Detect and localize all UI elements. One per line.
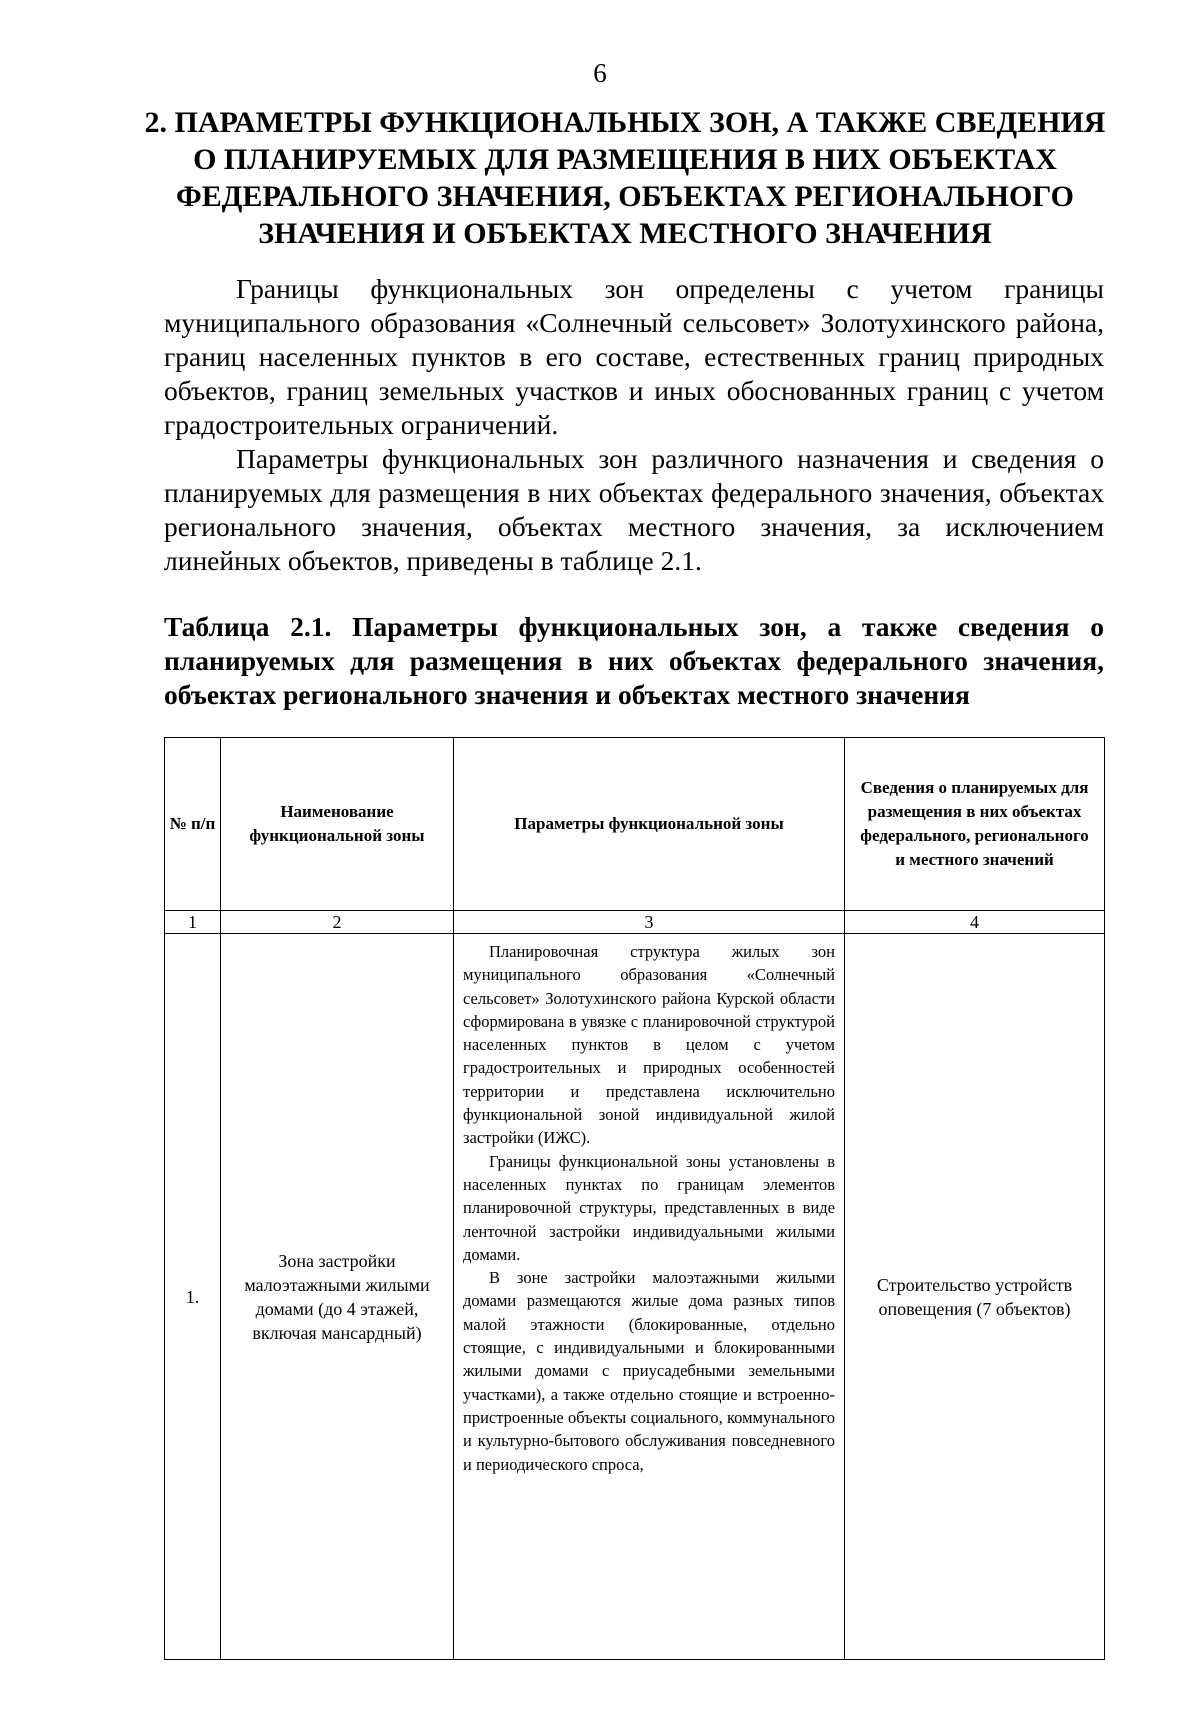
column-number: 4: [845, 911, 1105, 934]
table-row: [165, 934, 1105, 1660]
column-number: 2: [221, 911, 454, 934]
header-zone-parameters: Параметры функциональной зоны: [454, 738, 845, 911]
column-number: 3: [454, 911, 845, 934]
section-heading: [130, 104, 1120, 252]
heading-line: ФЕДЕРАЛЬНОГО ЗНАЧЕНИЯ, ОБЪЕКТАХ РЕГИОНАЛЬНОГО: [176, 180, 1074, 213]
planned-objects: Строительство устройств оповещения (7 объектов): [845, 934, 1105, 1660]
header-number: № п/п: [165, 738, 221, 911]
header-zone-name: Наименование функциональной зоны: [221, 738, 454, 911]
column-number: 1: [165, 911, 221, 934]
heading-line: О ПЛАНИРУЕМЫХ ДЛЯ РАЗМЕЩЕНИЯ В НИХ ОБЪЕКТАХ: [193, 143, 1057, 176]
body-paragraph: Параметры функциональных зон различного назначения и сведения о планируемых для размещения в них объектах федерального значения, объектах регионального значения, объектах местного значения, за исключением линейных объектов, приведены в таблице 2.1.: [164, 443, 1104, 576]
heading-line: ЗНАЧЕНИЯ И ОБЪЕКТАХ МЕСТНОГО ЗНАЧЕНИЯ: [258, 217, 992, 250]
body-paragraph: Границы функциональных зон определены с учетом границы муниципального образования «Солнечный сельсовет» Золотухинского района, границ населенных пунктов в его составе, естественных границ природных объектов, границ земельных участков и иных обоснованных границ с учетом градостроительных ограничений.: [164, 273, 1104, 440]
row-number: 1.: [165, 934, 221, 1660]
zone-name: Зона застройки малоэтажными жилыми домами (до 4 этажей, включая мансардный): [221, 934, 454, 1660]
zones-table: [164, 737, 1105, 1660]
page-number: 6: [593, 58, 607, 88]
parameters-paragraph: В зоне застройки малоэтажными жилыми домами размещаются жилые дома разных типов малой этажности (блокированные, отдельно стоящие, с индивидуальными и блокированными жилыми домами с приусадебными земельными участками), а также отдельно стоящие и встроенно-пристроенные объекты социального, коммунального и культурно-бытового обслуживания повседневного и периодического спроса,: [463, 1268, 835, 1474]
table-caption: Таблица 2.1. Параметры функциональных зон, а также сведения о планируемых для размещения в них объектах федерального значения, объектах регионального значения и объектах местного значения: [164, 611, 1104, 710]
zone-parameters: [454, 934, 845, 1660]
column-number-row: [165, 911, 1105, 934]
parameters-paragraph: Границы функциональной зоны установлены в населенных пунктах по границам элементов планировочной структуры, представленных в виде ленточной застройки индивидуальными жилыми домами.: [463, 1151, 835, 1264]
body-text: [164, 272, 1104, 578]
heading-line: 2. ПАРАМЕТРЫ ФУНКЦИОНАЛЬНЫХ ЗОН, А ТАКЖЕ СВЕДЕНИЯ: [144, 106, 1106, 139]
table-header-row: [165, 738, 1105, 911]
parameters-paragraph: Планировочная структура жилых зон муниципального образования «Солнечный сельсовет» Золотухинского района Курской области сформирована в увязке с планировочной структурой населенных пунктов в целом с учетом градостроительных и природных особенностей территории и представлена исключительно функциональной зоной индивидуальной жилой застройки (ИЖС).: [463, 942, 835, 1148]
header-planned-objects: Сведения о планируемых для размещения в них объектах федерального, регионального и местного значений: [845, 738, 1105, 911]
